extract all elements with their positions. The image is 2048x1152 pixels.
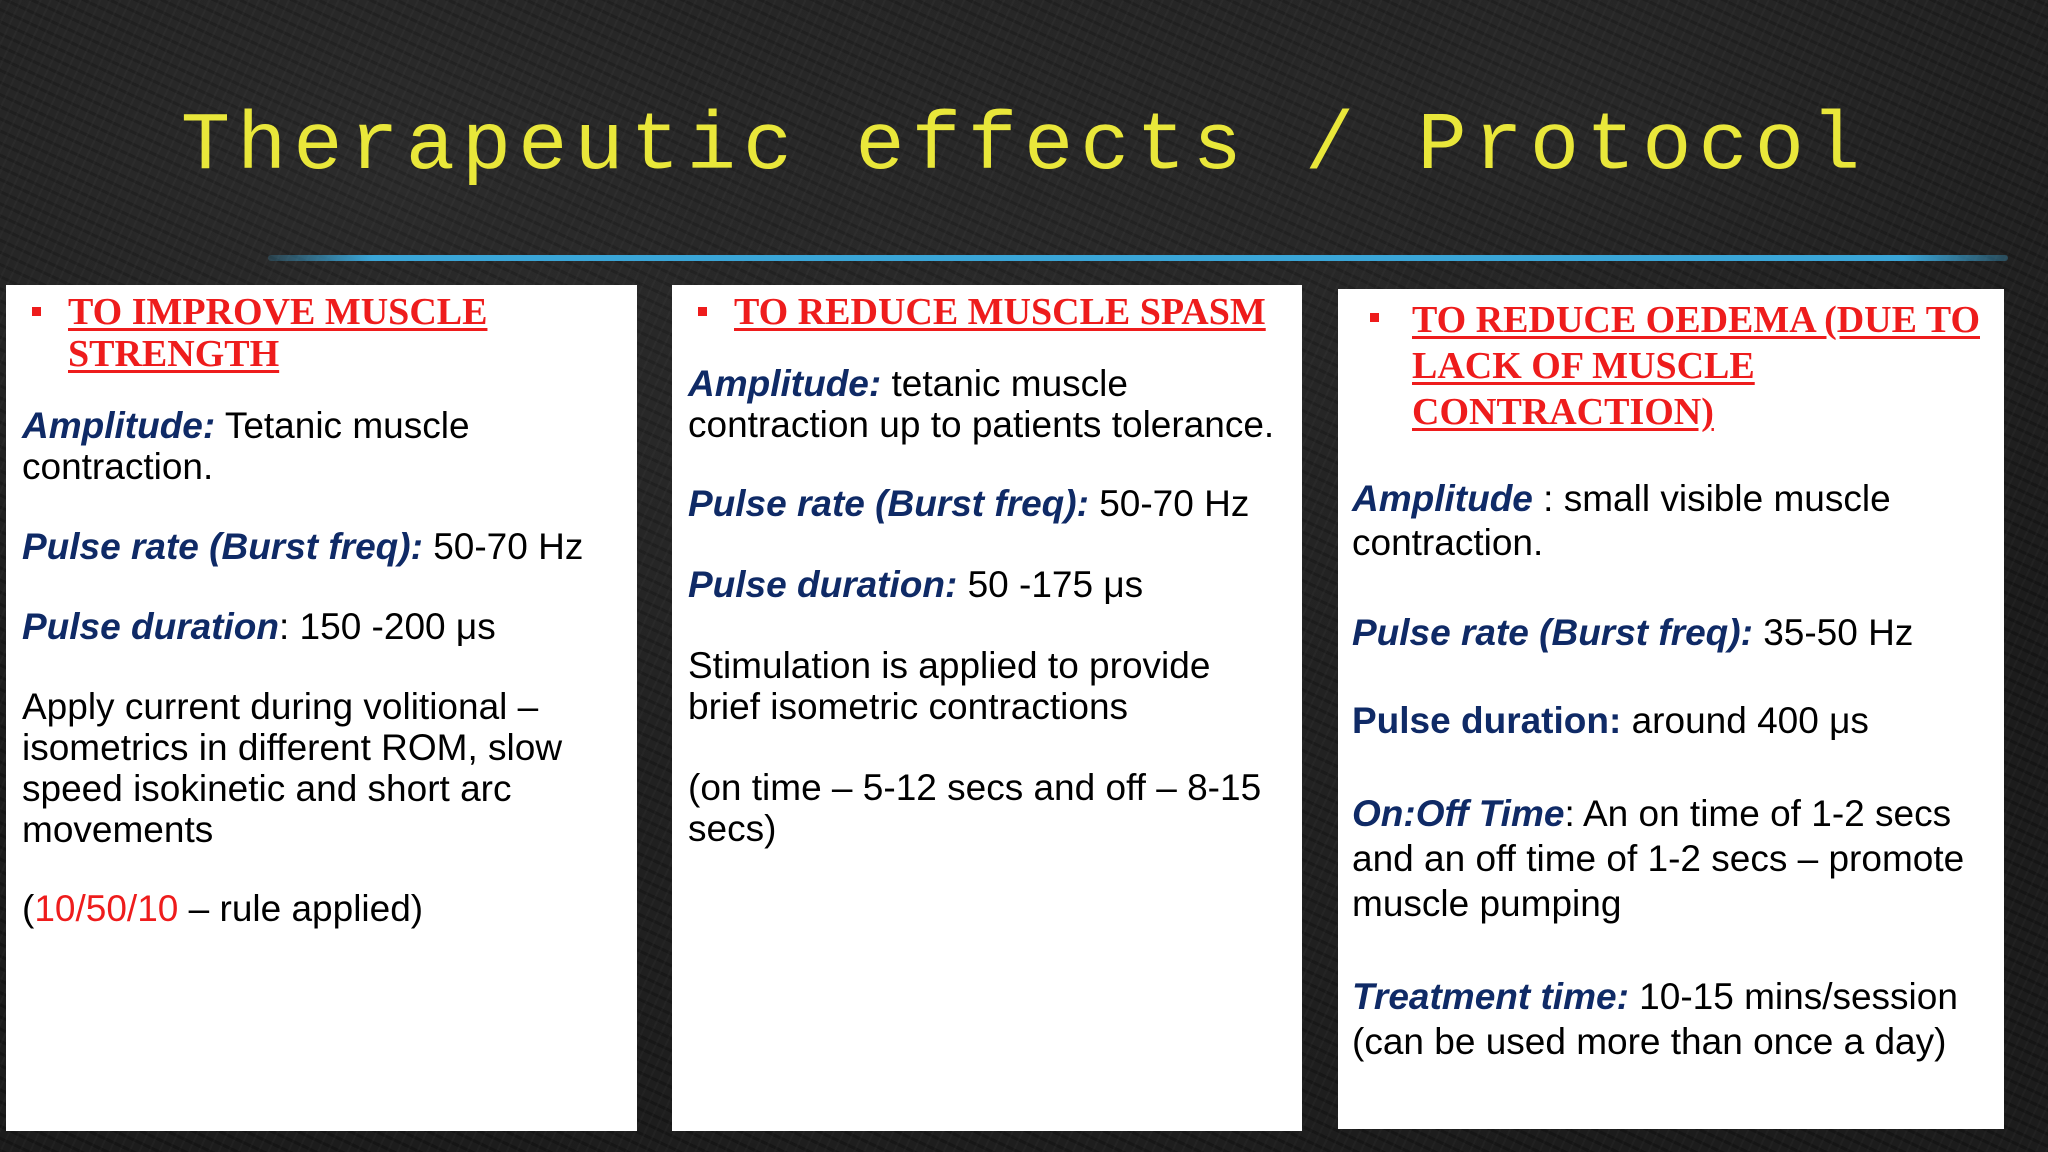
square-bullet-icon	[698, 307, 707, 316]
pulse-duration-line	[22, 606, 623, 647]
stimulation-note: Stimulation is applied to provide brief isometric contractions	[688, 645, 1211, 727]
card-reduce-muscle-spasm	[672, 285, 1302, 1131]
pulse-rate-line	[688, 483, 1288, 524]
pulse-rate-value: 50-70 Hz	[422, 526, 584, 567]
pulse-duration-label: Pulse duration:	[688, 564, 958, 605]
pulse-duration-label: Pulse duration	[22, 606, 279, 647]
rule-value: 10/50/10	[34, 888, 179, 929]
pulse-rate-label: Pulse rate (Burst freq):	[22, 526, 423, 567]
treatment-time-label: Treatment time:	[1352, 976, 1629, 1017]
square-bullet-icon	[1370, 313, 1379, 322]
card-heading	[688, 291, 1288, 333]
heading-text: TO REDUCE OEDEMA (DUE TO LACK OF MUSCLE CONTRACTION)	[1412, 299, 1980, 433]
pulse-duration-value: 50 -175 μs	[957, 564, 1144, 605]
amplitude-label: Amplitude	[1352, 478, 1533, 519]
heading-text: TO REDUCE MUSCLE SPASM	[734, 291, 1266, 333]
rule-open: (	[22, 888, 35, 929]
amplitude-label: Amplitude:	[688, 363, 882, 404]
amplitude-value: tetanic muscle contraction up to patients tolerance.	[688, 363, 1275, 445]
pulse-duration-label: Pulse duration:	[1352, 700, 1622, 741]
amplitude-label: Amplitude:	[22, 405, 216, 446]
title-underline	[268, 255, 2008, 261]
pulse-rate-label: Pulse rate (Burst freq):	[688, 483, 1089, 524]
on-off-time-value: : An on time of 1-2 secs and an off time of 1-2 secs – promote muscle pumping	[1352, 793, 1965, 924]
rule-rest: – rule applied)	[178, 888, 424, 929]
pulse-duration-value: around 400 μs	[1621, 700, 1869, 741]
pulse-duration-line	[1352, 700, 1992, 741]
treatment-time-value: 10-15 mins/session (can be used more than once a day)	[1352, 976, 1958, 1062]
square-bullet-icon	[32, 307, 41, 316]
rule-line	[22, 888, 623, 929]
pulse-rate-value: 35-50 Hz	[1752, 612, 1914, 653]
pulse-duration-value: : 150 -200 μs	[278, 606, 496, 647]
on-off-time-line	[1352, 791, 1992, 926]
card-improve-muscle-strength	[6, 285, 637, 1131]
amplitude-line	[1352, 477, 1992, 565]
amplitude-value: : small visible muscle contraction.	[1352, 478, 1891, 563]
on-off-time-label: On:Off Time	[1352, 793, 1565, 834]
card-heading	[22, 291, 623, 375]
slide-title: Therapeutic effects / Protocol	[180, 100, 1868, 193]
pulse-duration-line	[688, 564, 1288, 605]
amplitude-value: Tetanic muscle contraction.	[22, 405, 470, 487]
amplitude-line	[688, 363, 1288, 445]
amplitude-line	[22, 405, 623, 487]
heading-text: TO IMPROVE MUSCLE STRENGTH	[68, 291, 488, 375]
treatment-time-line	[1352, 974, 1992, 1064]
pulse-rate-line	[1352, 612, 1992, 653]
pulse-rate-value: 50-70 Hz	[1088, 483, 1250, 524]
pulse-rate-line	[22, 526, 623, 567]
card-reduce-oedema	[1338, 289, 2004, 1129]
timing-note: (on time – 5-12 secs and off – 8-15 secs)	[688, 767, 1262, 849]
card-heading	[1352, 297, 1992, 435]
application-note: Apply current during volitional – isometrics in different ROM, slow speed isokinetic and short arc movements	[22, 686, 563, 850]
pulse-rate-label: Pulse rate (Burst freq):	[1352, 612, 1753, 653]
